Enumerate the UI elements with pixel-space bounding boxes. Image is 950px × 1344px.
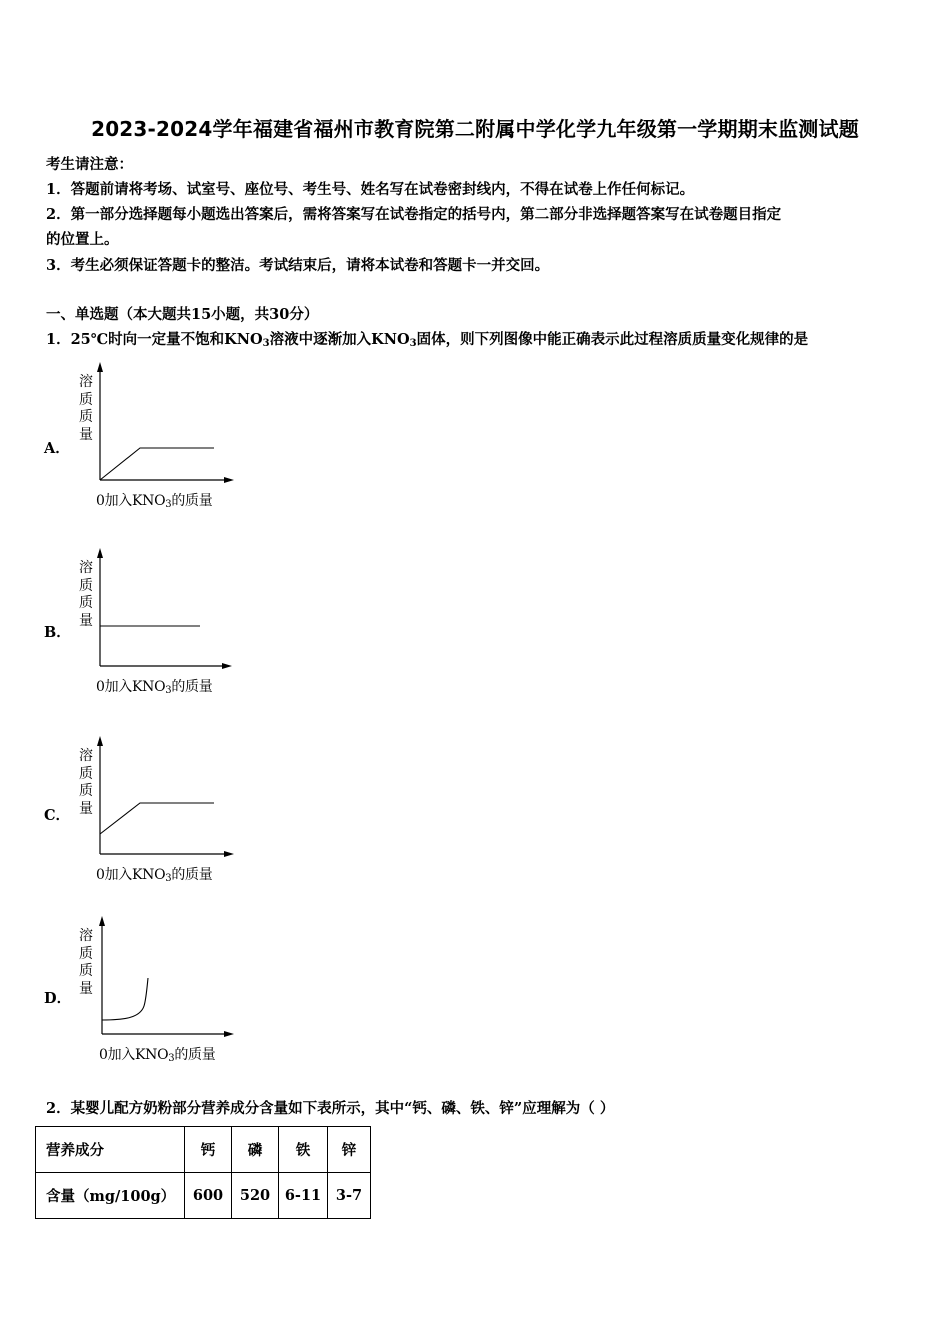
table-cell: 520 [232,1173,279,1219]
table-cell: 钙 [185,1127,232,1173]
notice-item-1: 1．答题前请将考场、试室号、座位号、考生号、姓名写在试卷密封线内，不得在试卷上作任何标记。 [46,181,695,198]
nutrition-table [35,1126,371,1219]
option-d-label: D． [44,990,72,1007]
question-2-stem: 2．某婴儿配方奶粉部分营养成分含量如下表所示，其中“钙、磷、铁、锌”应理解为（ ） [46,1100,615,1117]
notice-item-3: 3．考生必须保证答题卡的整洁。考试结束后，请将本试卷和答题卡一并交回。 [46,257,550,274]
option-b-xlabel: 0加入$KNO_3$的质量 [96,679,213,696]
notice-heading: 考生请注意： [46,156,133,173]
option-d-graph[interactable] [44,914,244,1074]
option-d-curve [102,978,148,1020]
option-c-ylabel: 溶 质 质 量 [79,748,93,817]
option-b-graph[interactable] [44,546,244,706]
question-1-stem: 1．25℃时向一定量不饱和$KNO_3$溶液中逐渐加入$KNO_3$固体，则下列图像中能正确表示此过程溶质质量变化规律的是 [46,331,809,349]
option-c-xlabel: 0加入$KNO_3$的质量 [96,867,213,884]
page-title: 2023-2024学年福建省福州市教育院第二附属中学化学九年级第一学期期末监测试题 [91,117,859,141]
option-c-label: C． [44,807,71,824]
table-cell: 600 [185,1173,232,1219]
table-cell: 铁 [279,1127,328,1173]
table-cell: 磷 [232,1127,279,1173]
option-a-xlabel: 0加入$KNO_3$的质量 [96,493,213,510]
section-heading: 一、单选题（本大题共15小题，共30分） [46,306,319,323]
option-a-label: A． [44,440,70,457]
option-a-ylabel: 溶 质 质 量 [79,374,93,443]
table-cell: 含量（mg/100g） [36,1173,185,1219]
option-c-graph[interactable] [44,734,244,894]
option-b-ylabel: 溶 质 质 量 [79,560,93,629]
option-d-ylabel: 溶 质 质 量 [79,928,93,997]
table-row [36,1173,371,1219]
notice-item-2-cont: 的位置上。 [46,231,119,248]
table-cell: 锌 [328,1127,371,1173]
option-c-curve [100,803,214,834]
option-a-graph[interactable] [44,360,244,520]
table-cell: 6-11 [279,1173,328,1219]
table-row [36,1127,371,1173]
option-d-xlabel: 0加入$KNO_3$的质量 [99,1047,216,1064]
notice-item-2: 2．第一部分选择题每小题选出答案后，需将答案写在试卷指定的括号内，第二部分非选择题答案写在试卷题目指定 [46,206,782,223]
option-b-label: B． [44,624,71,641]
table-cell: 营养成分 [36,1127,185,1173]
option-a-curve [100,448,214,480]
table-cell: 3-7 [328,1173,371,1219]
